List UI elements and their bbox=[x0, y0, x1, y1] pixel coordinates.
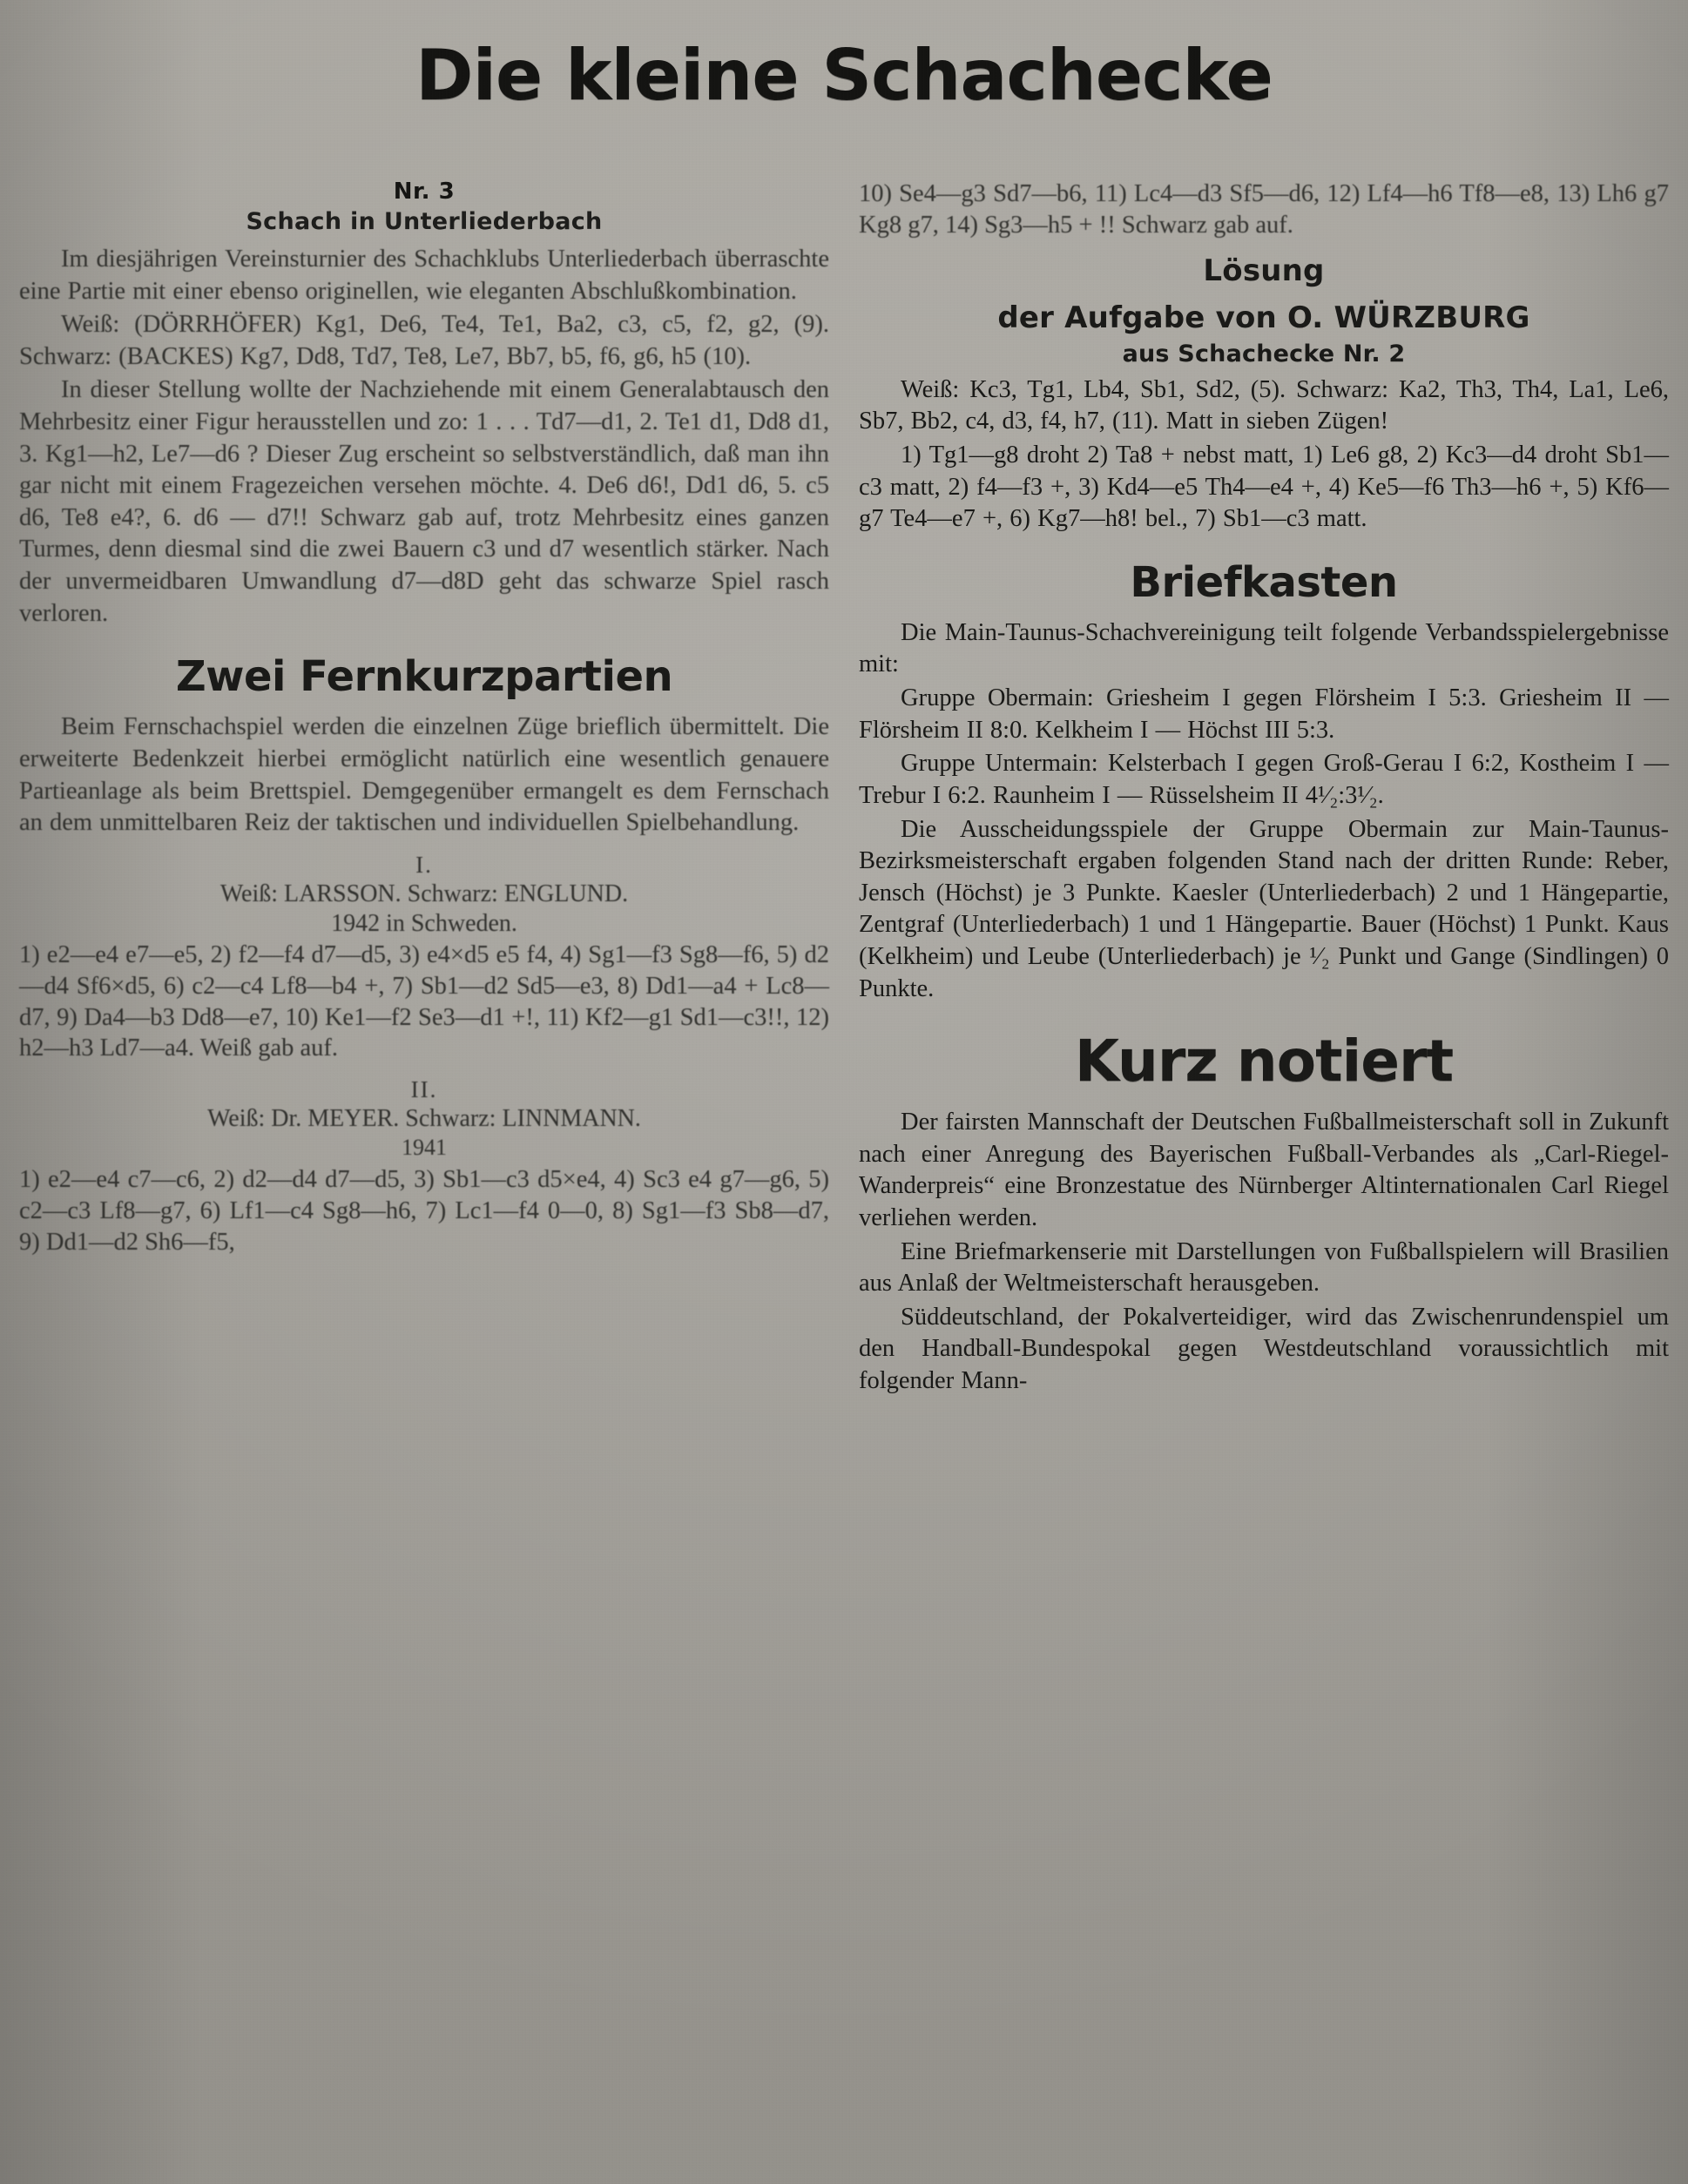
game-2-year: 1941 bbox=[402, 1135, 447, 1161]
page-title: Die kleine Schachecke bbox=[415, 35, 1273, 116]
heading-loesung: Lösung bbox=[1203, 253, 1325, 288]
kurz-paragraph-1: Der fairsten Mannschaft der Deutschen Fußballmeisterschaft soll in Zukunft nach einer Anregung des Bayerischen Fußball-Verbandes als „Carl-Riegel-Wanderpreis“ eine Bronzestatue des Nürnberger Altinternationalen Carl Riegel verliehen werden. bbox=[859, 1109, 1669, 1231]
heading-briefkasten: Briefkasten bbox=[1130, 557, 1398, 607]
solution-position: Weiß: Kc3, Tg1, Lb4, Sb1, Sd2, (5). Schwarz: Ka2, Th3, Th4, La1, Le6, Sb7, Bb2, c4, d3, f4, h7, (11). Matt in sieben Zügen! bbox=[859, 375, 1669, 435]
solution-moves: 1) Tg1—g8 droht 2) Ta8 + nebst matt, 1) Le6 g8, 2) Kc3—d4 droht Sb1—c3 matt, 2) f4—f3 +, 3) Kd4—e5 Th4—e4 +, 4) Ke5—f6 Th3—h6 +, 5) Kf6—g7 Te4—e7 +, 6) Kg7—h8! bel., 7) Sb1—c3 matt. bbox=[859, 442, 1669, 533]
game-1-place: 1942 in Schweden. bbox=[331, 909, 517, 937]
right-column bbox=[859, 179, 1669, 2184]
kurz-paragraph-3: Süddeutschland, der Pokalverteidiger, wird das Zwischenrundenspiel um den Handball-Bundespokal gegen Westdeutschland voraussichtlich mit folgender Mann- bbox=[859, 1303, 1669, 1395]
section-subtitle: Schach in Unterliederbach bbox=[246, 208, 603, 235]
game-2-players: Weiß: Dr. MEYER. Schwarz: LINNMANN. bbox=[207, 1105, 641, 1133]
game-2-moves-continued: 10) Se4—g3 Sd7—b6, 11) Lc4—d3 Sf5—d6, 12) Lf4—h6 Tf8—e8, 13) Lh6 g7 Kg8 g7, 14) Sg3—h5 + !! Schwarz gab auf. bbox=[859, 180, 1669, 239]
briefkasten-gruppe-untermain: Gruppe Untermain: Kelsterbach I gegen Groß-Gerau I 6:2, Kostheim I — Trebur I 6:2. Raunheim I — Rüsselsheim II 4¹⁄₂:3¹⁄₂. bbox=[859, 750, 1669, 809]
briefkasten-ausscheidungsspiele: Die Ausscheidungsspiele der Gruppe Obermain zur Main-Taunus-Bezirksmeisterschaft ergaben folgenden Stand nach der dritten Runde: Reber, Jensch (Höchst) je 3 Punkte. Kaesler (Unterliederbach) 2 und 1 Hängepartie, Zentgraf (Unterliederbach) 1 und 1 Hängepartie. Bauer (Höchst) 1 Punkt. Kaus (Kelkheim) und Leube (Unterliederbach) je ¹⁄₂ Punkt und Gange (Sindlingen) 0 Punkte. bbox=[859, 815, 1669, 1002]
game-1-roman: I. bbox=[415, 851, 433, 878]
heading-kurz-notiert: Kurz notiert bbox=[1074, 1028, 1454, 1095]
briefkasten-intro: Die Main-Taunus-Schachvereinigung teilt folgende Verbandsspielergebnisse mit: bbox=[859, 618, 1669, 678]
heading-zwei-fernkurzpartien: Zwei Fernkurzpartien bbox=[175, 652, 673, 702]
kurz-paragraph-2: Eine Briefmarkenserie mit Darstellungen von Fußballspielern will Brasilien aus Anlaß der Weltmeisterschaft herausgeben. bbox=[859, 1237, 1669, 1298]
section-number: Nr. 3 bbox=[393, 179, 456, 205]
paragraph-analysis: In dieser Stellung wollte der Nachziehende mit einem Generalabtausch den Mehrbesitz einer Figur herausstellen und zo: 1 . . . Td7—d1, 2. Te1 d1, Dd8 d1, 3. Kg1—h2, Le7—d6 ? Dieser Zug erscheint so selbstverständlich, daß man ihn gar nicht mit einem Fragezeichen versehen möchte. 4. De6 d6!, Dd1 d6, 5. c5 d6, Te8 e4?, 6. d6 — d7!! Schwarz gab auf, trotz Mehrbesitz eines ganzen Turmes, denn diesmal sind die zwei Bauern c3 und d7 wesentlich stärker. Nach der unvermeidbaren Umwandlung d7—d8D geht das schwarze Spiel rasch verloren. bbox=[19, 376, 829, 627]
paragraph-intro: Im diesjährigen Vereinsturnier des Schachklubs Unterliederbach überraschte eine Partie mit einer ebenso originellen, wie eleganten Abschlußkombination. bbox=[19, 246, 829, 305]
game-1-players: Weiß: LARSSON. Schwarz: ENGLUND. bbox=[219, 880, 629, 907]
game-1-moves: 1) e2—e4 e7—e5, 2) f2—f4 d7—d5, 3) e4×d5 e5 f4, 4) Sg1—f3 Sg8—f6, 5) d2—d4 Sf6×d5, 6) c2—c4 Lf8—b4 +, 7) Sb1—d2 Sd5—e3, 8) Dd1—a4 + Lc8—d7, 9) Da4—b3 Dd8—e7, 10) Ke1—f2 Se3—d1 +!, 11) Kf2—g1 Sd1—c3!!, 12) h2—h3 Ld7—a4. Weiß gab auf. bbox=[19, 940, 829, 1062]
game-2-moves: 1) e2—e4 c7—c6, 2) d2—d4 d7—d5, 3) Sb1—c3 d5×e4, 4) Sc3 e4 g7—g6, 5) c2—c3 Lf8—g7, 6) Lf1—c4 Sg8—h6, 7) Lc1—f4 0—0, 8) Sg1—f3 Sb8—d7, 9) Dd1—d2 Sh6—f5, bbox=[19, 1166, 829, 1257]
left-column bbox=[19, 179, 829, 2184]
briefkasten-gruppe-obermain: Gruppe Obermain: Griesheim I gegen Flörsheim I 5:3. Griesheim II — Flörsheim II 8:0. Kelkheim I — Höchst III 5:3. bbox=[859, 684, 1669, 744]
paragraph-position: Weiß: (DÖRRHÖFER) Kg1, De6, Te4, Te1, Ba2, c3, c5, f2, g2, (9). Schwarz: (BACKES) Kg7, Dd8, Td7, Te8, Le7, Bb7, b5, f6, g6, h5 (10). bbox=[19, 311, 829, 370]
paragraph-fernschach: Beim Fernschachspiel werden die einzelnen Züge brieflich übermittelt. Die erweiterte Bedenkzeit hierbei ermöglicht natürlich eine wesentlich genauere Partieanlage als beim Brettspiel. Demgegenüber ermangelt es dem Fernschach an dem unmittelbaren Reiz der taktischen und individuellen Spielbehandlung. bbox=[19, 713, 829, 837]
game-2-roman: II. bbox=[410, 1076, 438, 1103]
heading-solution-source: aus Schachecke Nr. 2 bbox=[1122, 340, 1406, 367]
columns-container bbox=[19, 179, 1669, 2184]
heading-aufgabe-wuerzburg: der Aufgabe von O. WÜRZBURG bbox=[997, 300, 1530, 335]
